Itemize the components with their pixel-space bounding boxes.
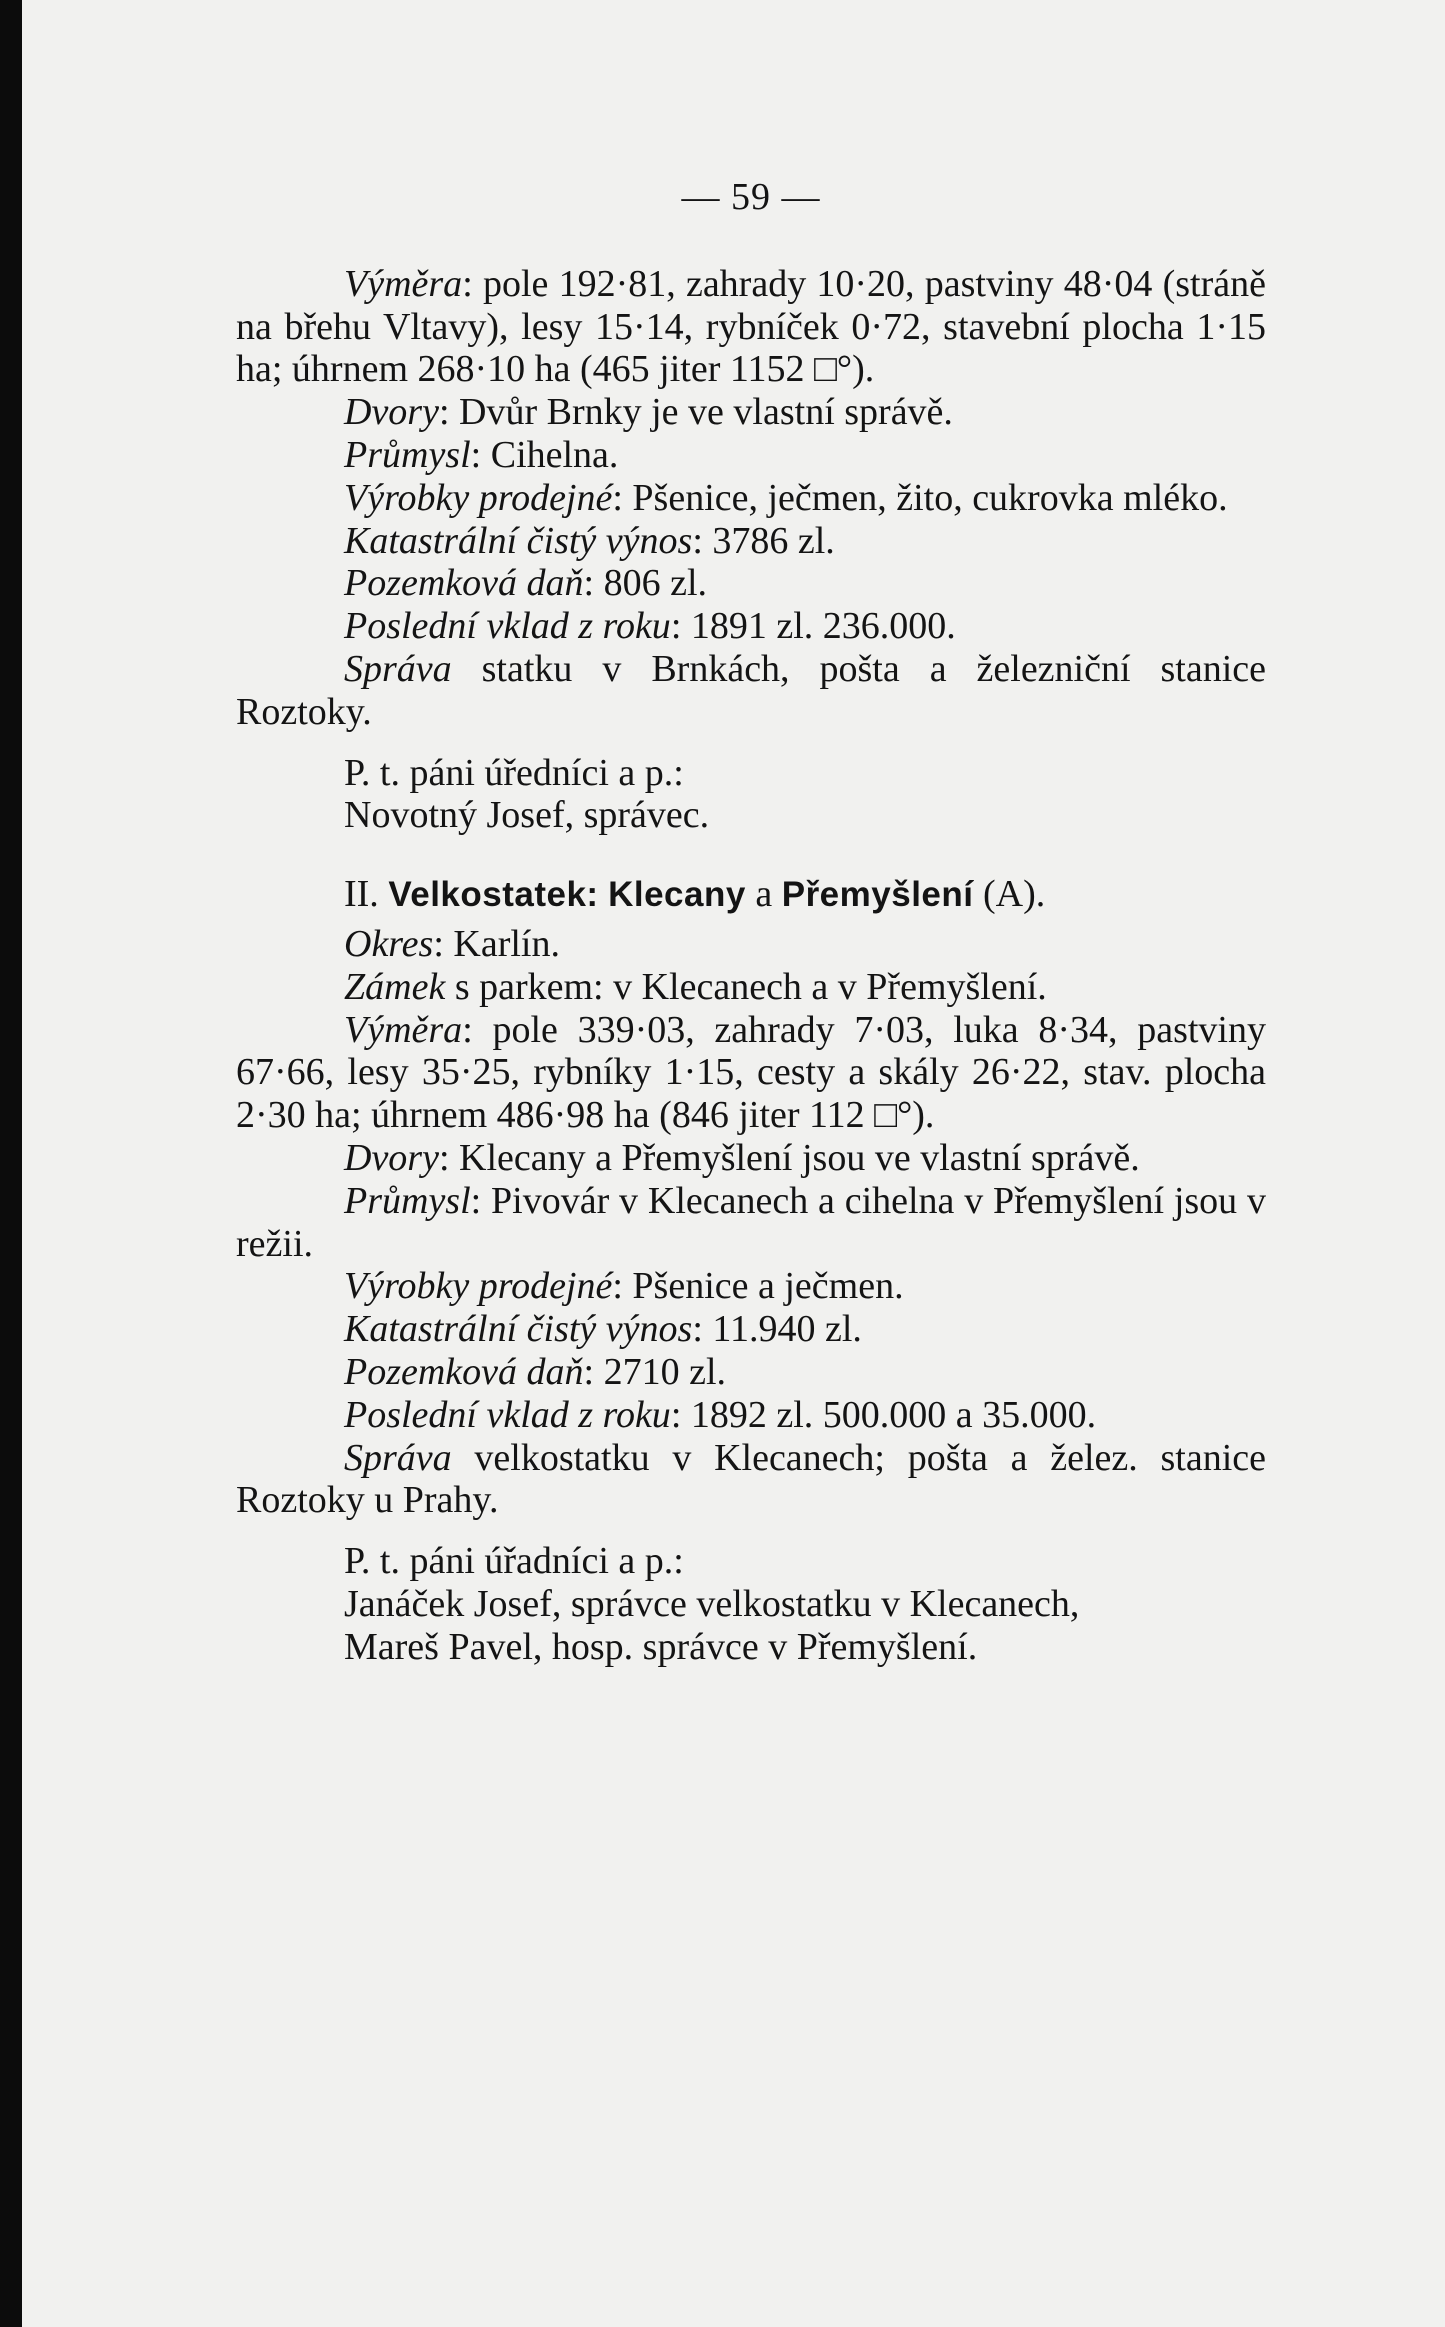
official-name: Janáček Josef, správce velkostatku v Klecanech, xyxy=(344,1582,1080,1625)
vymera2-label: Výměra xyxy=(344,1008,463,1051)
vyrobky-label: Výrobky prodejné xyxy=(344,476,613,519)
sprava-label: Správa xyxy=(344,647,452,690)
vymera-text: pole 192·81, zahrady 10·20, pastviny 48·04 (stráně na břehu Vltavy), lesy 15·14, rybníček 0·72, stavební plocha 1·15 ha; úhrnem 268·10 ha (465 jiter 1152 □°). xyxy=(236,262,1266,391)
vklad-paragraph: Poslední vklad z roku: 1891 zl. 236.000. xyxy=(344,605,956,648)
prumysl-text: Cihelna. xyxy=(490,433,619,476)
zamek-label: Zámek xyxy=(344,965,446,1008)
dan-label: Pozemková daň xyxy=(344,562,584,605)
vymera2-text: pole 339·03, zahrady 7·03, luka 8·34, pastviny 67·66, lesy 35·25, rybníky 1·15, cesty a skály 26·22, stav. plocha 2·30 ha; úhrnem 486·98 ha (846 jiter 112 □°). xyxy=(236,1008,1266,1137)
prumysl2-text: Pivovár v Klecanech a cihelna v Přemyšlení jsou v režii. xyxy=(236,1179,1266,1265)
katastr2-paragraph: Katastrální čistý výnos: 11.940 zl. xyxy=(344,1308,862,1351)
dvory2-text: Klecany a Přemyšlení jsou ve vlastní správě. xyxy=(459,1136,1140,1179)
heading-tail: (A). xyxy=(983,873,1046,916)
vyrobky2-label: Výrobky prodejné xyxy=(344,1265,613,1308)
dan-text: 806 zl. xyxy=(603,562,708,605)
okres-label: Okres xyxy=(344,922,434,965)
dvory2-paragraph: Dvory: Klecany a Přemyšlení jsou ve vlastní správě. xyxy=(344,1136,1140,1179)
dan-paragraph: Pozemková daň: 806 zl. xyxy=(344,562,708,605)
officials-intro: P. t. páni úředníci a p.: xyxy=(344,751,684,794)
heading-number: II. xyxy=(344,873,379,916)
okres-paragraph: Okres: Karlín. xyxy=(344,922,560,965)
katastr2-text: 11.940 zl. xyxy=(712,1308,862,1351)
binding-shadow xyxy=(0,0,22,2327)
dan2-paragraph: Pozemková daň: 2710 zl. xyxy=(344,1350,727,1393)
dan2-text: 2710 zl. xyxy=(603,1350,727,1393)
vyrobky2-text: Pšenice a ječmen. xyxy=(632,1265,904,1308)
dvory-text: Dvůr Brnky je ve vlastní správě. xyxy=(459,391,953,434)
official-name: Novotný Josef, správec. xyxy=(344,794,710,837)
heading-and: a xyxy=(755,873,773,916)
prumysl2-label: Průmysl xyxy=(344,1179,471,1222)
officials2-intro: P. t. páni úřadníci a p.: xyxy=(344,1540,684,1583)
katastr2-label: Katastrální čistý výnos xyxy=(344,1308,693,1351)
dvory-label: Dvory xyxy=(344,391,439,434)
vklad2-label: Poslední vklad z roku xyxy=(344,1393,671,1436)
okres-text: Karlín. xyxy=(453,922,560,965)
sprava2-label: Správa xyxy=(344,1436,452,1479)
page-number: — 59 — xyxy=(681,176,821,218)
dvory-paragraph: Dvory: Dvůr Brnky je ve vlastní správě. xyxy=(344,391,953,434)
dan2-label: Pozemková daň xyxy=(344,1350,584,1393)
prumysl-label: Průmysl xyxy=(344,433,471,476)
zamek-paragraph xyxy=(236,966,1266,1009)
vklad-label: Poslední vklad z roku xyxy=(344,605,671,648)
vklad2-text: 1892 zl. 500.000 a 35.000. xyxy=(690,1393,1097,1436)
vklad-text: 1891 zl. 236.000. xyxy=(690,605,956,648)
sprava-paragraph xyxy=(236,648,1266,734)
katastr-text: 3786 zl. xyxy=(712,519,835,562)
vklad2-paragraph: Poslední vklad z roku: 1892 zl. 500.000 a 35.000. xyxy=(344,1393,1097,1436)
heading-klecany: Klecany xyxy=(608,875,746,915)
heading-estate-label: Velkostatek: xyxy=(388,875,599,915)
prumysl2-paragraph: Průmysl: Pivovár v Klecanech a cihelna v Přemyšlení jsou v režii. xyxy=(236,1179,1266,1265)
vymera-paragraph: Výměra: pole 192·81, zahrady 10·20, pastviny 48·04 (stráně na břehu Vltavy), lesy 15·14, rybníček 0·72, stavební plocha 1·15 ha; úhrnem 268·10 ha (465 jiter 1152 □°). xyxy=(236,262,1266,391)
estate-heading xyxy=(236,873,1266,917)
sprava2-text: velkostatku v Klecanech; pošta a želez. stanice Roztoky u Prahy. xyxy=(236,1436,1267,1522)
katastr-label: Katastrální čistý výnos xyxy=(344,519,693,562)
official-name: Mareš Pavel, hosp. správce v Přemyšlení. xyxy=(344,1625,978,1668)
sprava2-paragraph xyxy=(236,1437,1266,1523)
page-text xyxy=(236,176,1266,1669)
heading-premysleni: Přemyšlení xyxy=(781,875,974,915)
sprava-text: statku v Brnkách, pošta a železniční stanice Roztoky. xyxy=(236,647,1266,733)
vymera2-paragraph: Výměra: pole 339·03, zahrady 7·03, luka 8·34, pastviny 67·66, lesy 35·25, rybníky 1·15, cesty a skály 26·22, stav. plocha 2·30 ha; úhrnem 486·98 ha (846 jiter 112 □°). xyxy=(236,1008,1266,1137)
vyrobky2-paragraph: Výrobky prodejné: Pšenice a ječmen. xyxy=(344,1265,904,1308)
katastr-paragraph: Katastrální čistý výnos: 3786 zl. xyxy=(344,519,835,562)
vyrobky-paragraph: Výrobky prodejné: Pšenice, ječmen, žito, cukrovka mléko. xyxy=(344,476,1228,519)
vyrobky-text: Pšenice, ječmen, žito, cukrovka mléko. xyxy=(632,476,1228,519)
vymera-label: Výměra xyxy=(344,262,463,305)
prumysl-paragraph: Průmysl: Cihelna. xyxy=(344,433,619,476)
zamek-text: s parkem: v Klecanech a v Přemyšlení. xyxy=(454,965,1047,1008)
dvory2-label: Dvory xyxy=(344,1136,439,1179)
